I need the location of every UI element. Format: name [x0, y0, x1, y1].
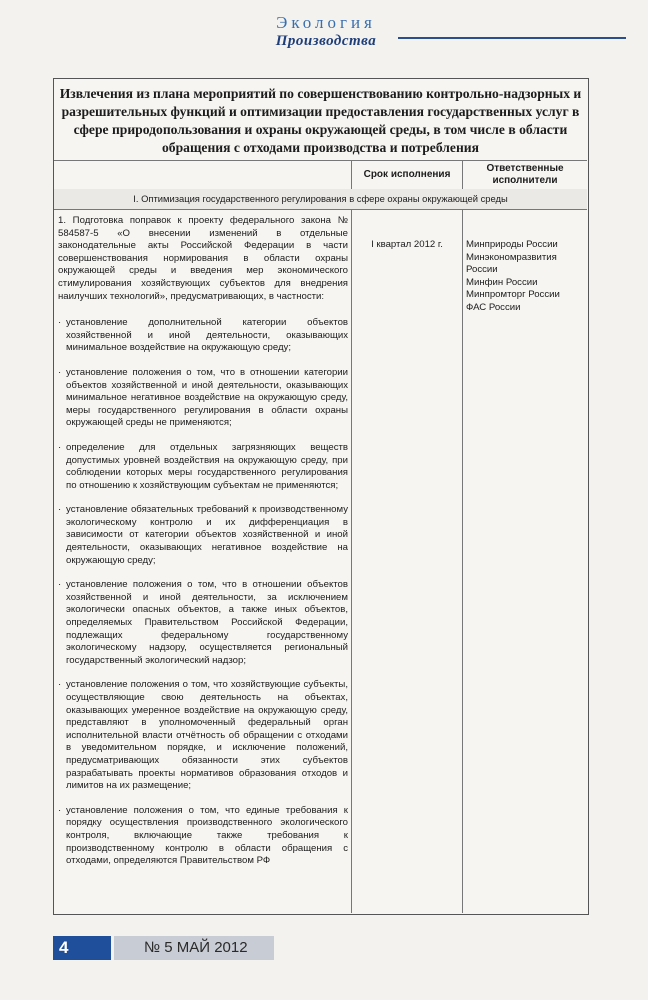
header-executors: Ответственные исполнители: [486, 163, 564, 186]
table-header-row: [54, 161, 587, 190]
measures-cell: [58, 215, 348, 880]
executor-item: Минэкономразвития России: [466, 251, 557, 276]
magazine-logo: [256, 14, 396, 54]
divider-1: [351, 161, 352, 189]
logo-top-text: Экология: [276, 13, 376, 32]
list-item: · установление положения о том, что единые требования к порядку осуществления производственного экологического контроля, включающие также требования к производственному контролю в области обращения с отходами, определяются Правительством РФ: [58, 804, 348, 867]
section-heading: I. Оптимизация государственного регулирования в сфере охраны окружающей среды: [54, 189, 587, 210]
divider-2: [462, 161, 463, 189]
table-title: Извлечения из плана мероприятий по совершенствованию контрольно-надзорных и разрешительных функций и оптимизации предоставления государственных услуг в сфере природопользования и охраны окружающей среды, в том числе в области обращения с отходами производства и потребления: [54, 79, 587, 161]
item-intro: 1. Подготовка поправок к проекту федерального закона № 584587-5 «О внесении изменений в отдельные законодательные акты Российской Федерации в части совершенствования нормирования в области охраны окружающей среды и введения мер экономического стимулирования хозяйствующих субъектов для внедрения наилучших технологий», предусматривающих, в частности:: [58, 215, 348, 302]
list-item: · установление обязательных требований к производственному экологическому контролю и их дифференциация в зависимости от категории объектов хозяйственной и иной деятельности, оказывающих негативное воздействие на окружающую среду;: [58, 504, 348, 566]
list-item: · установление положения о том, что в отношении объектов хозяйственной и иной деятельности, за исключением экологически опасных объектов, а также иных объектов, определяемых Правительством Российской Федерации, подлежащих федеральному государственному экологическому надзору, осуществляется региональный государственный экологический надзор;: [58, 579, 348, 666]
list-item: · установление дополнительной категории объектов хозяйственной и иной деятельности, оказывающих минимальное воздействие на окружающую среду;: [58, 317, 348, 354]
list-item: · установление положения о том, что в отношении категории объектов хозяйственной и иной деятельности, оказывающих минимальное негативное воздействие на окружающую среду, меры государственного регулирования в области охраны окружающей среды не применяются;: [58, 366, 348, 429]
executor-item: ФАС России: [466, 301, 521, 313]
executors-list: [466, 239, 584, 315]
issue-label: № 5 МАЙ 2012: [144, 939, 248, 956]
deadline-value: I квартал 2012 г.: [371, 239, 443, 250]
header-deadline: Срок исполнения: [363, 169, 451, 180]
executor-item: Минфин России: [466, 276, 538, 288]
divider-body-2: [462, 209, 463, 913]
logo-bottom-text: Производства: [275, 33, 377, 49]
executor-item: Минприроды России: [466, 239, 558, 250]
list-item: · определение для отдельных загрязняющих веществ допустимых уровней воздействия на окружающую среду, при соблюдении которых меры государственного регулирования по отношению к хозяйствующим субъектам не применяются;: [58, 441, 348, 491]
page-number: 4: [53, 936, 111, 960]
list-item: · установление положения о том, что хозяйствующие субъекты, осуществляющие свою деятельность на объектах, оказывающих умеренное воздействие на окружающую среду, представляют в уполномоченный федеральный орган исполнительной власти отчётность об обращении с отходами в уведомительном порядке, и исключение положений, предусматривающих обязанности этих субъектов разрабатывать проекты нормативов образования отходов и лимитов на их размещение;: [58, 679, 348, 792]
executor-item: Минпромторг России: [466, 289, 560, 301]
header-rule: [398, 37, 626, 39]
plan-table: [53, 78, 589, 915]
divider-body-1: [351, 209, 352, 913]
